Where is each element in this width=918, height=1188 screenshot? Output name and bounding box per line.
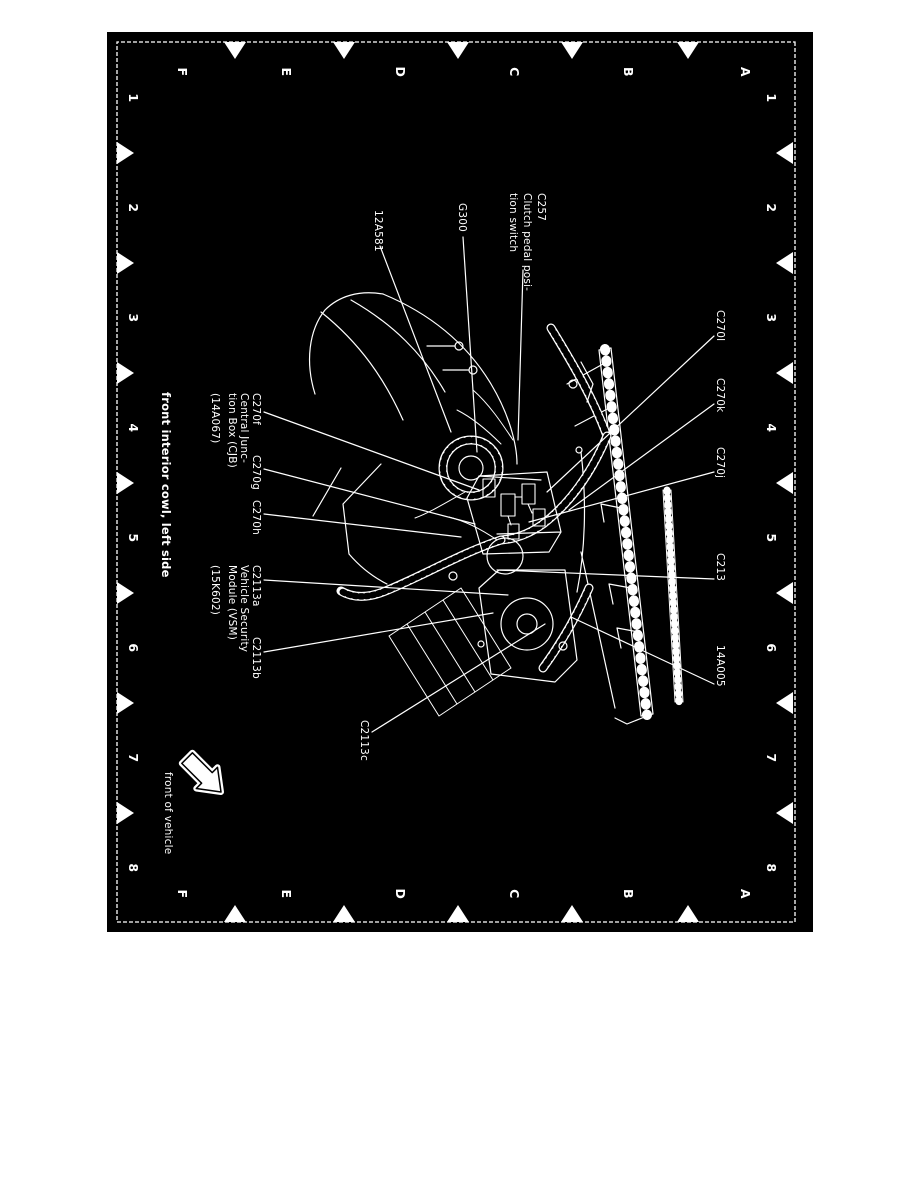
callout-line: C213 — [714, 553, 726, 582]
grid-number: 8 — [126, 863, 141, 873]
grid-number: 5 — [764, 533, 779, 543]
callout-c213 — [714, 553, 726, 581]
grid-letter: F — [175, 67, 190, 77]
callout-line: Central Junc- — [238, 393, 250, 464]
callout-line: C270h — [250, 500, 262, 536]
grid-number: 1 — [764, 93, 779, 103]
callout-line: Module (VSM) — [226, 565, 238, 641]
callout-g300 — [456, 203, 468, 232]
grid-number: 2 — [126, 203, 141, 213]
grid-number: 6 — [126, 643, 141, 653]
callout-c2113c — [358, 720, 370, 761]
rotated-diagram-container — [107, 32, 813, 932]
grid-number: 1 — [126, 93, 141, 103]
grid-number: 3 — [126, 313, 141, 323]
front-of-vehicle-label: front of vehicle — [162, 772, 174, 855]
grid-letter: A — [738, 888, 753, 900]
grid-number: 6 — [764, 643, 779, 653]
callout-line: G300 — [456, 203, 468, 232]
grid-number: 3 — [764, 313, 779, 323]
grid-letter: F — [175, 889, 190, 899]
callout-line: (14A067) — [209, 393, 221, 444]
diagram-caption: front interior cowl, left side — [159, 392, 173, 578]
callout-line: C2113c — [358, 720, 370, 762]
callout-line: C270g — [250, 455, 262, 491]
callout-line: tion Box (CJB) — [226, 393, 238, 468]
callout-line: C2113a — [250, 565, 262, 607]
grid-number: 7 — [126, 753, 141, 763]
grid-letter: C — [507, 889, 522, 899]
callout-line: C257 — [535, 193, 547, 222]
grid-number: 7 — [764, 753, 779, 763]
callout-c270j — [714, 447, 726, 478]
diagram-background — [107, 32, 813, 932]
grid-number: 2 — [764, 203, 779, 213]
callout-line: (15K602) — [209, 565, 221, 616]
grid-letter: C — [507, 67, 522, 77]
grid-letter: B — [621, 888, 636, 900]
grid-letter: E — [279, 889, 294, 899]
callout-line: C270f — [250, 393, 262, 426]
callout-line: C270l — [714, 310, 726, 342]
grid-letter: E — [279, 67, 294, 77]
callout-line: 12A581 — [372, 210, 384, 252]
callout-line: tion switch — [507, 193, 519, 253]
grid-number: 5 — [126, 533, 141, 543]
callout-line: C2113b — [250, 637, 262, 679]
callout-line: C270k — [714, 378, 726, 413]
callout-c270l — [714, 310, 726, 341]
callout-line: C270j — [714, 447, 726, 479]
callout-c270h — [250, 500, 262, 535]
grid-letter: B — [621, 66, 636, 78]
grid-letter: D — [393, 66, 408, 78]
callout-line: 14A005 — [714, 645, 726, 687]
callout-c270k — [714, 378, 726, 413]
grid-letter: A — [738, 66, 753, 78]
callout-12a581 — [372, 210, 384, 252]
callout-c2113b — [250, 637, 262, 679]
callout-14a005 — [714, 645, 726, 687]
callout-line: Vehicle Security — [238, 565, 250, 653]
callout-c270g — [250, 455, 262, 490]
callout-line: Clutch pedal posi- — [521, 193, 533, 292]
grid-letter: D — [393, 888, 408, 900]
connector-location-diagram — [107, 32, 813, 932]
grid-number: 4 — [126, 423, 141, 433]
grid-number: 8 — [764, 863, 779, 873]
grid-number: 4 — [764, 423, 779, 433]
